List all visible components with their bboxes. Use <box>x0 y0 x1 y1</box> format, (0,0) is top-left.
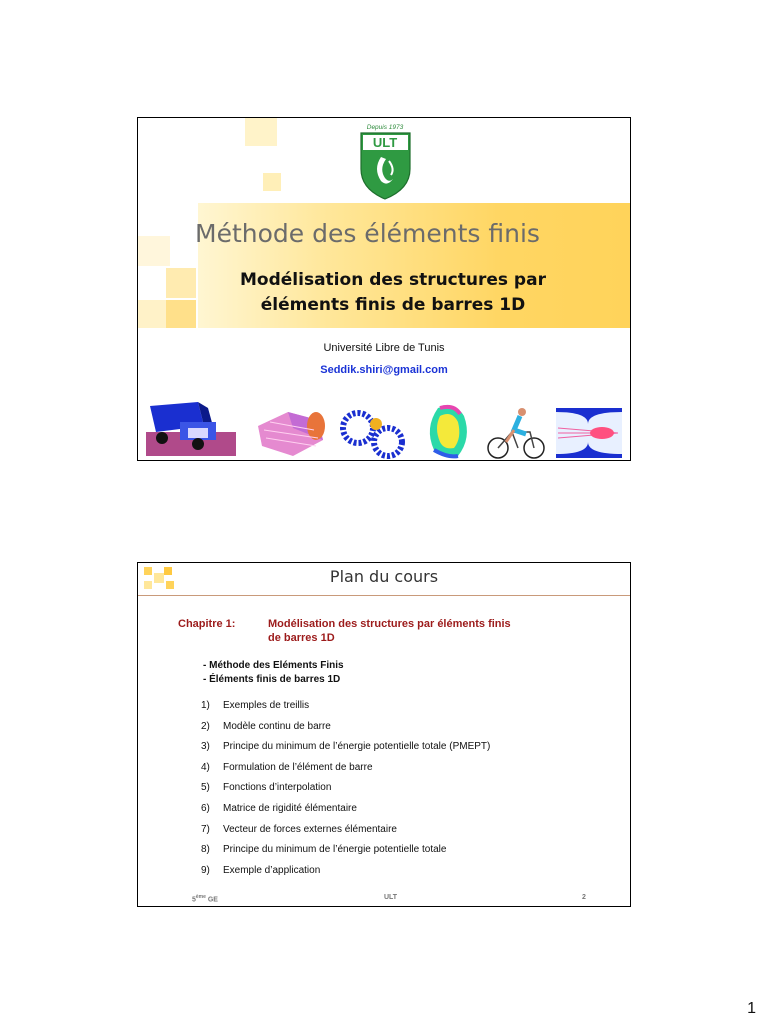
item-text: Exemples de treillis <box>223 700 310 711</box>
truck-fem-image <box>146 402 236 456</box>
decor-square <box>138 236 170 266</box>
course-outline-list <box>201 696 490 881</box>
item-number: 1) <box>201 700 210 711</box>
footer-slide-number: 2 <box>582 894 586 901</box>
bullet-item: - Méthode des Eléments Finis <box>203 660 344 671</box>
contents-slide <box>137 562 631 907</box>
list-item <box>201 717 490 738</box>
chapter-title: Modélisation des structures par éléments finis <box>268 618 511 630</box>
slide-title: Plan du cours <box>329 567 439 586</box>
item-number: 3) <box>201 741 210 753</box>
list-item <box>201 820 490 841</box>
pipe-flow-image <box>556 408 622 458</box>
decor-square <box>166 300 196 328</box>
title-slide <box>137 117 631 461</box>
svg-text:Depuis 1973: Depuis 1973 <box>366 124 404 131</box>
fem-images-strip <box>138 398 631 461</box>
item-number: 5) <box>201 782 210 794</box>
page-number: 1 <box>747 1000 756 1017</box>
svg-text:ULT: ULT <box>372 135 398 150</box>
subtitle-line: Modélisation des structures par <box>240 270 546 290</box>
list-item <box>201 778 490 799</box>
author-email: Seddik.shiri@gmail.com <box>320 364 448 376</box>
decor-square <box>138 300 166 328</box>
item-text: Matrice de rigidité élémentaire <box>223 802 357 814</box>
presentation-title: Méthode des éléments finis <box>195 219 540 248</box>
bottle-stress-image <box>430 406 467 457</box>
footer-class-num: 5 <box>192 896 196 904</box>
slide-header <box>138 563 630 596</box>
list-item <box>201 696 490 717</box>
item-text: Principe du minimum de l’énergie potentielle totale <box>223 844 447 856</box>
list-item <box>201 737 490 758</box>
cyclist-image <box>488 408 544 458</box>
list-item <box>201 840 490 861</box>
chapter-label: Chapitre 1: <box>178 618 236 630</box>
decor-square <box>263 173 281 191</box>
gears-image <box>343 413 402 456</box>
decor-square <box>245 118 277 146</box>
footer-class-sup: ème <box>195 894 206 900</box>
footer-class-rest: GE <box>205 896 218 904</box>
decor-square <box>166 268 196 298</box>
item-text: Vecteur de forces externes élémentaire <box>223 823 397 835</box>
item-number: 2) <box>201 720 210 732</box>
item-number: 7) <box>201 823 210 835</box>
presentation-subtitle <box>213 268 573 318</box>
item-number: 8) <box>201 844 210 856</box>
item-text: Formulation de l’élément de barre <box>223 761 373 773</box>
item-text: Modèle continu de barre <box>223 720 331 732</box>
item-number: 6) <box>201 802 210 814</box>
item-text: Exemple d’application <box>223 864 321 876</box>
chapter-title-cont: de barres 1D <box>268 632 335 644</box>
list-item <box>201 861 490 882</box>
list-item <box>201 758 490 779</box>
subtitle-line: éléments finis de barres 1D <box>260 295 526 315</box>
item-text: Fonctions d’interpolation <box>223 782 332 794</box>
university-name: Université Libre de Tunis <box>323 342 445 354</box>
item-number: 9) <box>201 864 210 876</box>
footer-class <box>192 894 218 903</box>
ult-logo <box>353 121 418 201</box>
chapter-heading <box>178 617 511 645</box>
item-number: 4) <box>201 761 210 773</box>
engine-block-image <box>258 412 325 456</box>
item-text: Principe du minimum de l’énergie potentielle totale (PMEPT) <box>223 741 491 753</box>
footer-institution: ULT <box>384 894 398 901</box>
bullet-item: - Éléments finis de barres 1D <box>203 674 341 685</box>
list-item <box>201 799 490 820</box>
